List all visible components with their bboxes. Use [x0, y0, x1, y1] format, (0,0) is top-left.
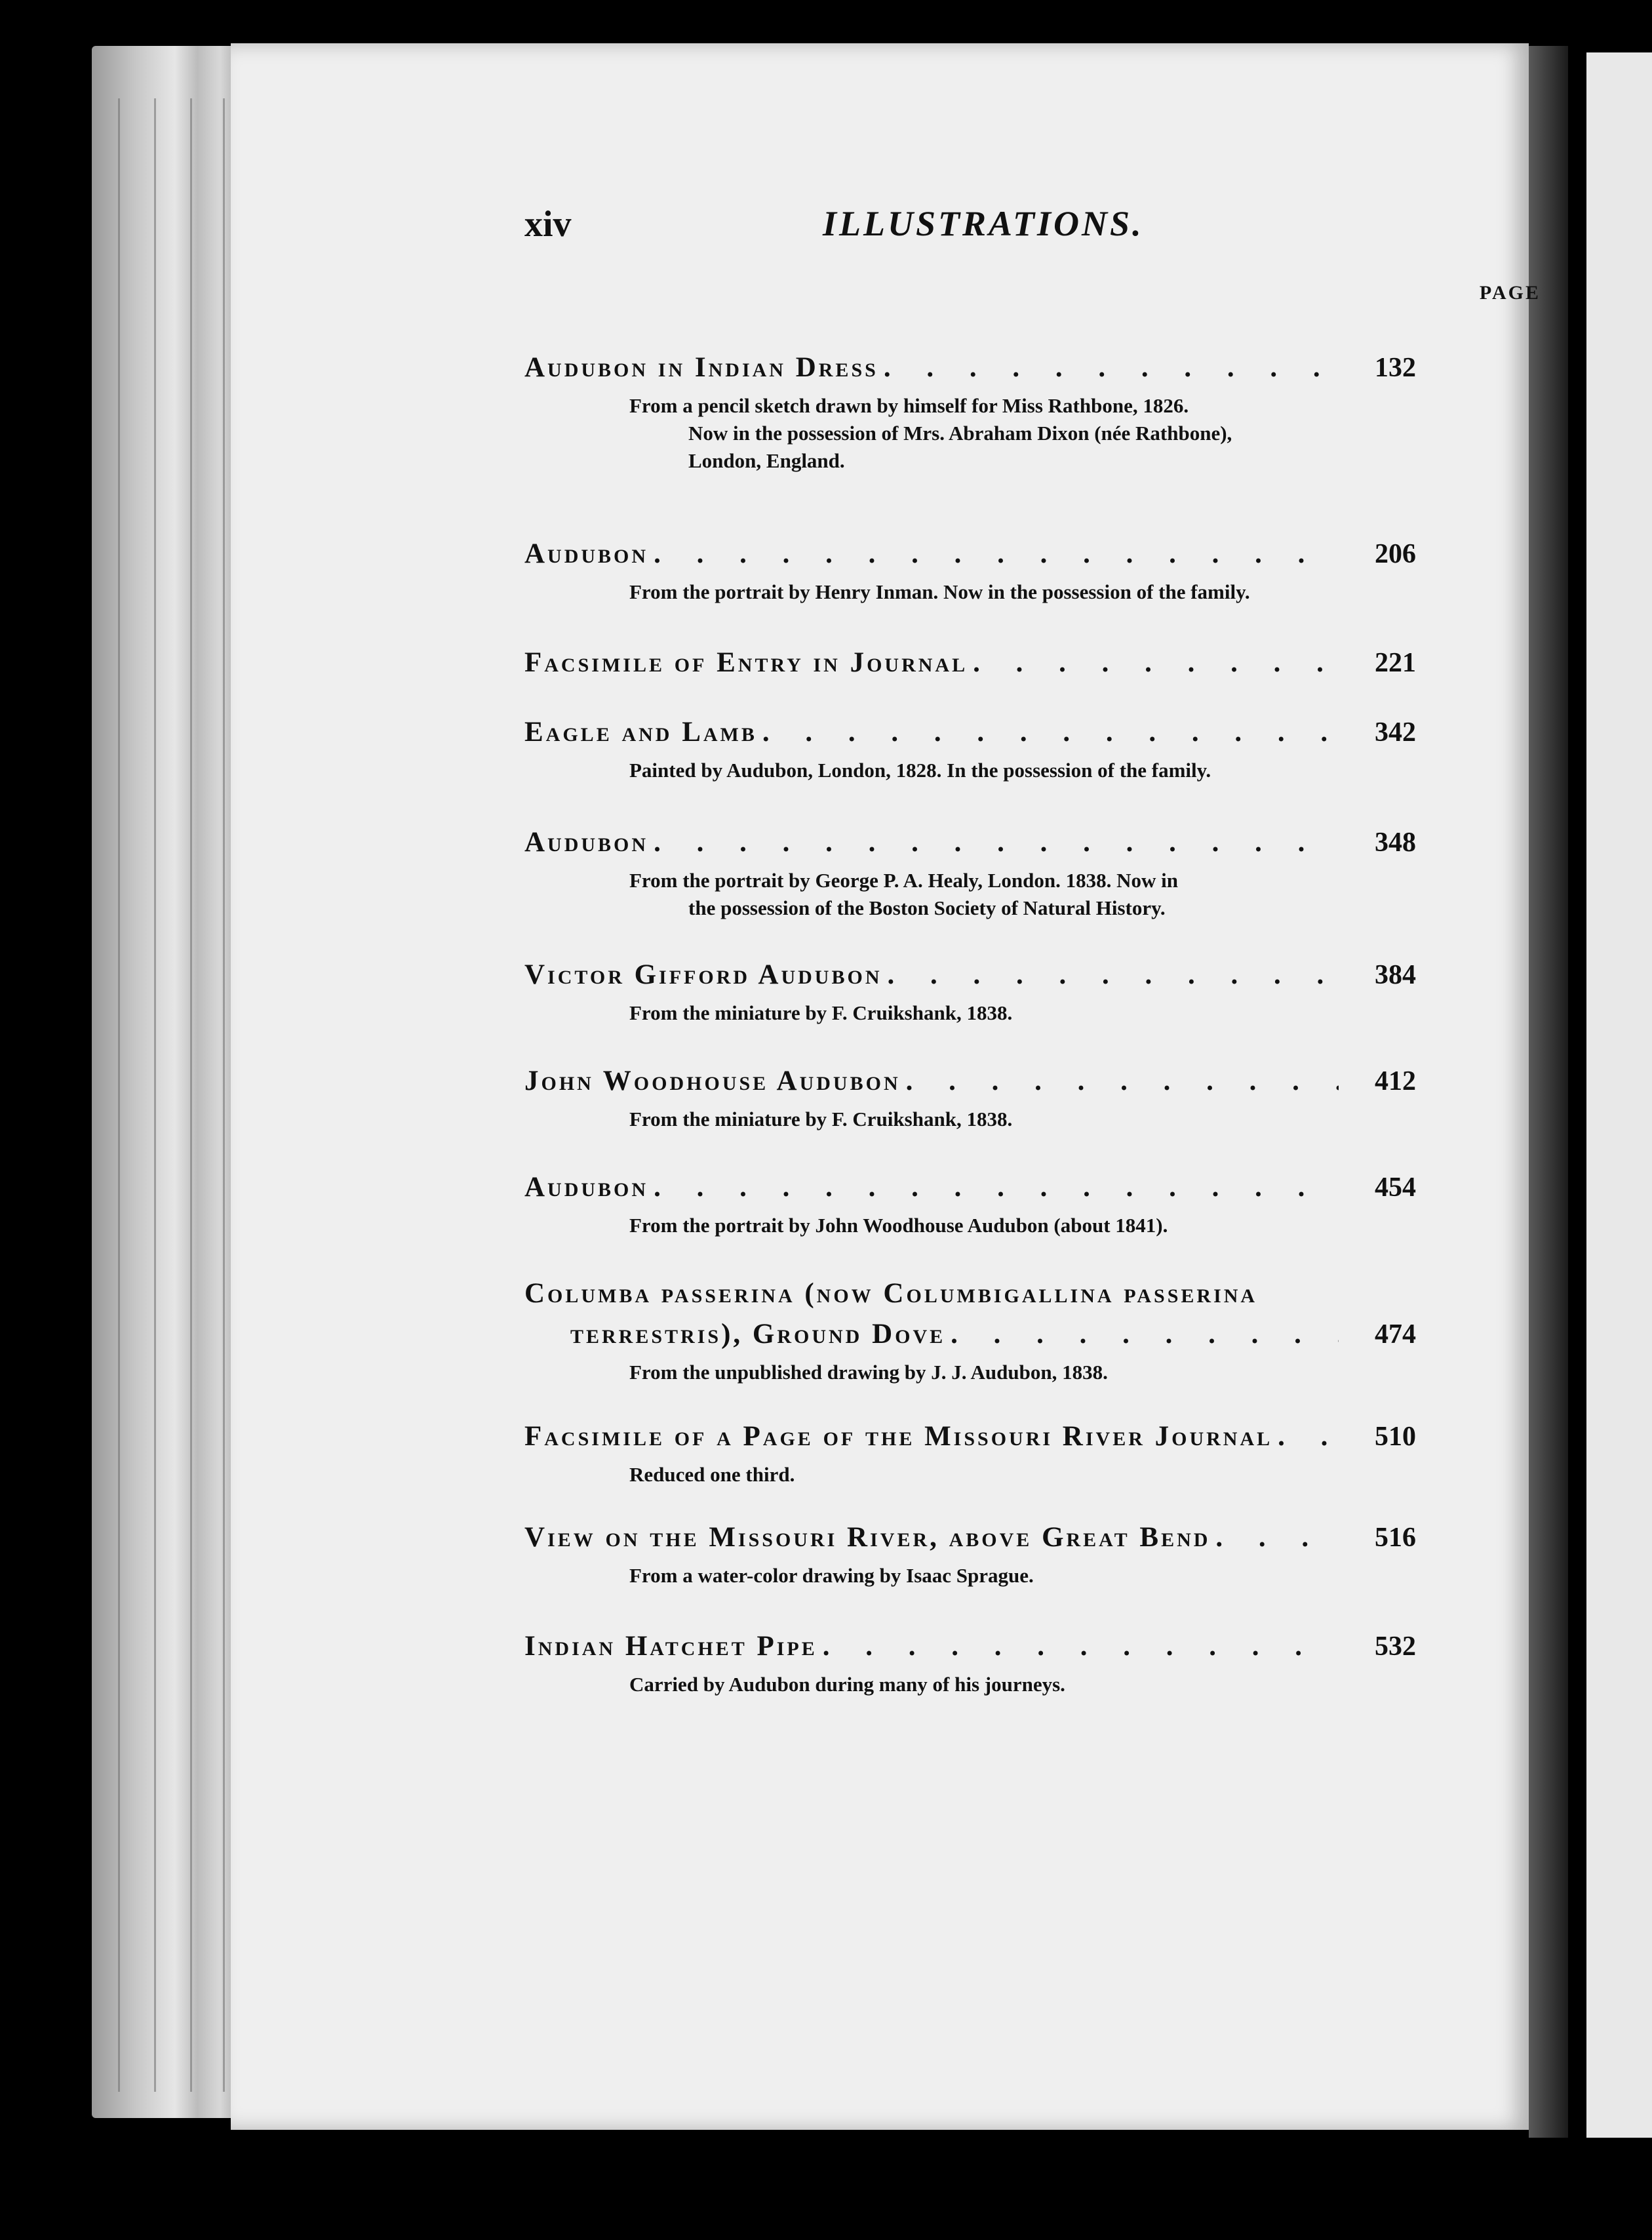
toc-entry: [524, 1517, 1416, 1590]
toc-entry-page: 516: [1375, 1523, 1416, 1553]
toc-entry-line: [524, 1517, 1416, 1558]
page-number: xiv: [524, 204, 572, 245]
toc-entry-line: [524, 534, 1416, 574]
toc-entry: [524, 1626, 1416, 1698]
toc-entry: [524, 534, 1416, 606]
dot-leader: [951, 1314, 1339, 1355]
dot-leader: [1215, 1517, 1339, 1558]
illustrations-list: [524, 315, 1416, 1698]
toc-entry-title: Columba passerina (now Columbigallina passerina: [524, 1278, 1258, 1309]
toc-entry-page: 474: [1375, 1319, 1416, 1350]
toc-entry-page: 532: [1375, 1631, 1416, 1662]
toc-entry-page: 342: [1375, 717, 1416, 748]
toc-entry-page: 384: [1375, 960, 1416, 990]
toc-entry-caption: [524, 392, 1416, 475]
dot-leader: [654, 1167, 1339, 1208]
toc-entry-line: [524, 1273, 1416, 1314]
page-edge-line: [154, 98, 156, 2092]
toc-entry: [524, 1061, 1416, 1133]
running-head: [524, 203, 1416, 256]
toc-entry-caption: [524, 1359, 1416, 1386]
toc-entry-caption: [524, 999, 1416, 1027]
dot-leader: [762, 712, 1339, 753]
toc-entry: [524, 1416, 1416, 1489]
toc-entry-title: Audubon in Indian Dress: [524, 352, 878, 383]
toc-entry: [524, 348, 1416, 475]
caption-line: From the miniature by F. Cruikshank, 1838.: [629, 1108, 1013, 1130]
toc-entry: [524, 955, 1416, 1027]
caption-line: Reduced one third.: [629, 1463, 795, 1486]
caption-line: From the portrait by George P. A. Healy, London. 1838. Now in: [629, 869, 1178, 892]
caption-line: Painted by Audubon, London, 1828. In the possession of the family.: [629, 759, 1211, 782]
caption-line: From the portrait by John Woodhouse Audubon (about 1841).: [629, 1214, 1168, 1237]
page-column-label: PAGE: [1479, 282, 1541, 304]
book-page-edges: [92, 46, 243, 2118]
dot-leader: [906, 1061, 1339, 1102]
toc-entry-page: 454: [1375, 1172, 1416, 1203]
caption-line: From a pencil sketch drawn by himself for Miss Rathbone, 1826.: [629, 394, 1189, 417]
toc-entry-line: [524, 1167, 1416, 1208]
dot-leader: [1278, 1416, 1339, 1457]
caption-line: the possession of the Boston Society of Natural History.: [688, 896, 1166, 919]
toc-entry-caption: [524, 1671, 1416, 1698]
toc-entry-caption: [524, 867, 1416, 922]
toc-entry-line: [524, 1626, 1416, 1667]
dot-leader: [823, 1626, 1339, 1667]
toc-entry-title: Audubon: [524, 538, 649, 569]
caption-line: From the unpublished drawing by J. J. Audubon, 1838.: [629, 1361, 1108, 1384]
toc-entry: [524, 643, 1416, 683]
toc-entry-title: Victor Gifford Audubon: [524, 959, 882, 990]
caption-line: From the miniature by F. Cruikshank, 1838.: [629, 1001, 1013, 1024]
toc-entry: [524, 822, 1416, 922]
toc-entry: [524, 1167, 1416, 1239]
toc-entry-caption: [524, 578, 1416, 606]
dot-leader: [973, 643, 1339, 683]
section-title: ILLUSTRATIONS.: [823, 204, 1144, 243]
toc-entry-caption: [524, 1461, 1416, 1489]
toc-entry-page: 412: [1375, 1066, 1416, 1096]
toc-entry: [524, 1273, 1416, 1386]
toc-entry-caption: [524, 757, 1416, 784]
toc-entry-line: [524, 348, 1416, 388]
toc-entry-title: Eagle and Lamb: [524, 717, 757, 748]
toc-entry-line: [524, 1061, 1416, 1102]
toc-entry-page: 510: [1375, 1422, 1416, 1452]
toc-entry-line: [524, 1314, 1416, 1355]
toc-entry-title-continued: terrestris), Ground Dove: [570, 1319, 946, 1350]
toc-entry-page: 348: [1375, 828, 1416, 858]
toc-entry-title: Audubon: [524, 827, 649, 858]
caption-line: Now in the possession of Mrs. Abraham Dixon (née Rathbone),: [688, 422, 1232, 445]
toc-entry-page: 221: [1375, 648, 1416, 678]
page-edge-line: [190, 98, 192, 2092]
toc-entry-title: Audubon: [524, 1172, 649, 1203]
dot-leader: [654, 534, 1339, 574]
toc-entry-page: 132: [1375, 353, 1416, 383]
toc-entry-line: [524, 822, 1416, 863]
toc-entry-caption: [524, 1106, 1416, 1133]
toc-entry-line: [524, 712, 1416, 753]
toc-entry-title: View on the Missouri River, above Great Bend: [524, 1522, 1211, 1553]
page-edge-line: [223, 98, 225, 2092]
caption-line: Carried by Audubon during many of his journeys.: [629, 1673, 1065, 1696]
dot-leader: [887, 955, 1339, 995]
book-spine-shadow: [1529, 46, 1568, 2138]
toc-entry-page: 206: [1375, 539, 1416, 569]
toc-entry-line: [524, 955, 1416, 995]
facing-page-edge: [1586, 52, 1652, 2138]
toc-entry-title: Indian Hatchet Pipe: [524, 1631, 817, 1662]
dot-leader: [654, 822, 1339, 863]
toc-entry-title: Facsimile of Entry in Journal: [524, 647, 968, 678]
toc-entry: [524, 712, 1416, 784]
toc-entry-caption: [524, 1562, 1416, 1590]
toc-entry-line: [524, 643, 1416, 683]
page-edge-line: [118, 98, 120, 2092]
toc-entry-caption: [524, 1212, 1416, 1239]
toc-entry-title: John Woodhouse Audubon: [524, 1066, 901, 1096]
caption-line: London, England.: [688, 449, 845, 472]
caption-line: From a water-color drawing by Isaac Sprague.: [629, 1564, 1034, 1587]
toc-entry-line: [524, 1416, 1416, 1457]
dot-leader: [884, 348, 1339, 388]
toc-entry-title: Facsimile of a Page of the Missouri River Journal: [524, 1421, 1273, 1452]
caption-line: From the portrait by Henry Inman. Now in the possession of the family.: [629, 580, 1250, 603]
